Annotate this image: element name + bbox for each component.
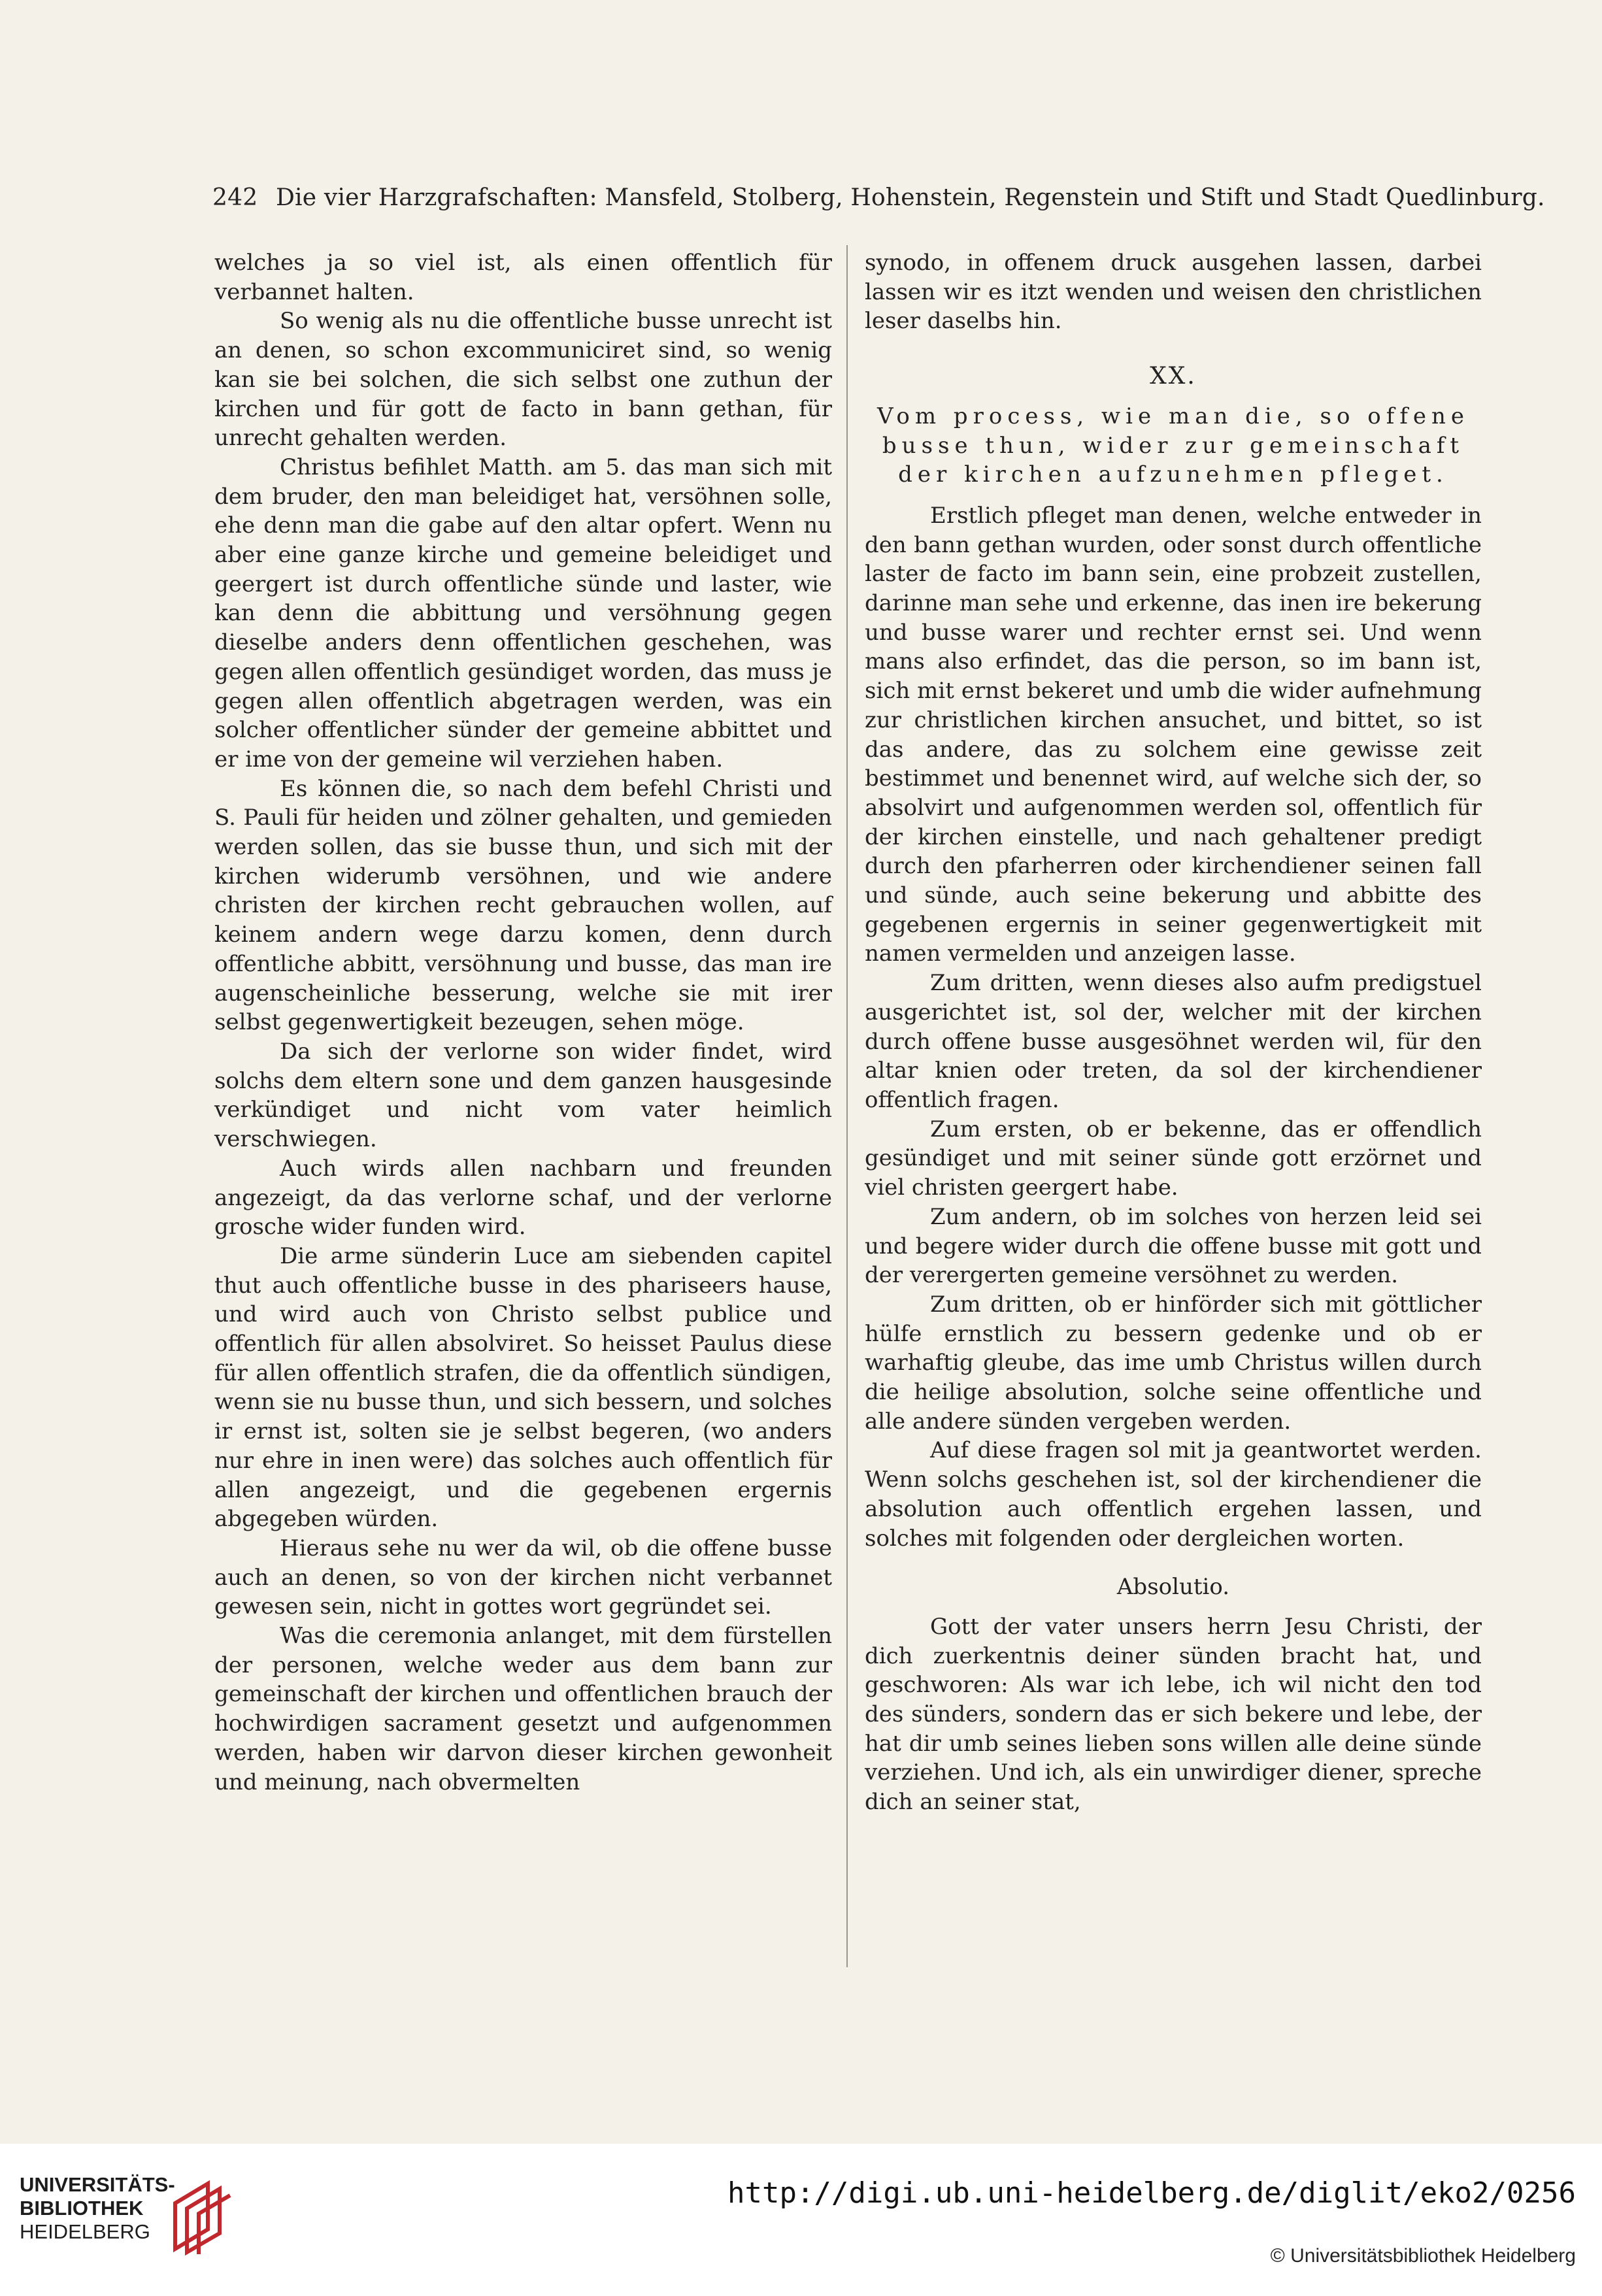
paragraph: Auch wirds allen nachbarn und freunden angezeigt, da das verlorne schaf, und der verlorne grosche wider funden wird. xyxy=(214,1155,832,1240)
library-name-line: UNIVERSITÄTS- xyxy=(20,2173,175,2196)
library-name-line: BIBLIOTHEK xyxy=(20,2197,144,2220)
paragraph: Auf diese fragen sol mit ja geantwortet werden. Wenn solchs geschehen ist, sol der kirchendiener die absolution auch offentlich ergehen lassen, und solches mit folgenden oder dergleichen worten. xyxy=(865,1437,1482,1552)
paragraph: Es können die, so nach dem befehl Christi und S. Pauli für heiden und zölner gehalten, und gemieden werden sollen, das sie busse thun, und sich mit der kirchen widerumb versöhnen, und wie andere christen der kirchen recht gebrauchen wollen, auf keinem andern wege darzu komen, denn durch offentliche abbitt, versöhnung und busse, das man ire augenscheinliche besserung, welche sie mit irer selbst gegenwertigkeit bezeugen, sehen möge. xyxy=(214,775,832,1036)
page-number: 242 xyxy=(212,184,258,211)
paragraph: Gott der vater unsers herrn Jesu Christi, der dich zuerkentnis deiner sünden bracht hat, und geschworen: Als war ich lebe, ich wil nicht den tod des sünders, sondern das er sich bekere und lebe, der hat dir umb seines lieben sons willen alle deine sünde verziehen. Und ich, als ein unwirdiger diener, spreche dich an seiner stat, xyxy=(865,1613,1482,1816)
paragraph: welches ja so viel ist, als einen offentlich für verbannet halten. xyxy=(214,250,832,305)
paragraph: Zum dritten, wenn dieses also aufm predigstuel ausgerichtet ist, sol der, welcher mit der kirchen durch offene busse ausgesöhnet werden wil, für den altar knien oder treten, da sol der kirchendiener offentlich fragen. xyxy=(865,970,1482,1113)
right-column xyxy=(865,248,1482,1817)
column-divider xyxy=(846,245,848,1967)
library-name-line: HEIDELBERG xyxy=(20,2220,150,2243)
section-number: XX. xyxy=(1150,363,1197,390)
paragraph: Die arme sünderin Luce am siebenden capitel thut auch offentliche busse in des phariseers hause, und wird auch von Christo selbst publice und offentlich für allen absolviret. So heisset Paulus diese für allen offentlich strafen, die da offentlich sündigen, wenn sie nu busse thun, und sich bessern, und solches ir ernst ist, solten sie je selbst begeren, (wo anders nur ehre in inen were) das solches auch offentlich für allen angezeigt, und die gegebenen ergernis abgegeben würden. xyxy=(214,1242,832,1533)
library-emblem-icon xyxy=(162,2177,234,2255)
paragraph: Zum dritten, ob er hinförder sich mit göttlicher hülfe ernstlich zu bessern gedenke und ob er warhaftig gleube, das ime umb Christus willen durch die heilige absolution, solche seine offentliche und alle andere sünden vergeben werden. xyxy=(865,1291,1482,1435)
footer-bar xyxy=(0,2144,1602,2296)
permalink-url[interactable]: http://digi.ub.uni-heidelberg.de/diglit/eko2/0256 xyxy=(727,2176,1576,2210)
running-header xyxy=(212,184,1545,211)
paragraph: Da sich der verlorne son wider findet, wird solchs dem eltern sone und dem ganzen hausgesinde verkündiget und nicht vom vater heimlich verschwiegen. xyxy=(214,1038,832,1153)
absolutio-heading: Absolutio. xyxy=(1116,1574,1230,1601)
paragraph: Zum andern, ob im solches von herzen leid sei und begere wider durch die offene busse mit gott und der verergerten gemeine versöhnet zu werden. xyxy=(865,1203,1482,1289)
paragraph: Erstlich pfleget man denen, welche entweder in den bann gethan wurden, oder sonst durch offentliche laster de facto im bann sein, eine probzeit zustellen, darinne man sehe und erkenne, das inen ire bekerung und busse warer und rechter ernst sei. Und wenn mans also erfindet, das die person, so im bann ist, sich mit ernst bekeret und umb die wider aufnehmung zur christlichen kirchen ansuchet, und bittet, so ist das andere, das zu solchem eine gewisse zeit bestimmet und benennet wird, auf welche sich der, so absolvirt und aufgenommen werden sol, offentlich für der kirchen einstelle, und nach gehaltener predigt durch den pfarherren oder kirchendiener seinen fall und sünde, auch seine bekerung und abbitte des gegebenen ergernis in seiner gegenwertigkeit mit namen vermelden und anzeigen lasse. xyxy=(865,502,1482,967)
left-column xyxy=(214,248,832,1797)
paragraph: Hieraus sehe nu wer da wil, ob die offene busse auch an denen, so von der kirchen nicht verbannet gewesen sein, nicht in gottes wort gegründet sei. xyxy=(214,1535,832,1620)
paragraph: So wenig als nu die offentliche busse unrecht ist an denen, so schon excommuniciret sind, so wenig kan sie bei solchen, die sich selbst one zuthun der kirchen und für gott de facto in bann gethan, für unrecht gehalten werden. xyxy=(214,308,832,452)
library-name xyxy=(20,2173,175,2244)
running-title: Die vier Harzgrafschaften: Mansfeld, Stolberg, Hohenstein, Regenstein und Stift und Stadt Quedlinburg. xyxy=(275,184,1545,211)
section-title: Vom process, wie man die, so offene busse thun, wider zur gemeinschaft der kirchen aufzunehmen pfleget. xyxy=(876,403,1470,488)
paragraph: Christus befihlet Matth. am 5. das man sich mit dem bruder, den man beleidiget hat, versöhnen solle, ehe denn man die gabe auf den altar opfert. Wenn nu aber eine ganze kirche und gemeine beleidiget und geergert ist durch offentliche sünde und laster, wie kan denn die abbittung und versöhnung gegen dieselbe anders denn offentlichen geschehen, was gegen allen offentlich gesündiget worden, das muss je gegen allen offentlich abgetragen werden, was ein solcher offentlicher sünder der gemeine abbittet und er ime von der gemeine wil verziehen haben. xyxy=(214,454,832,773)
paragraph: Was die ceremonia anlanget, mit dem fürstellen der personen, welche weder aus dem bann zur gemeinschaft der kirchen und offentlichen brauch der hochwirdigen sacrament gesetzt und aufgenommen werden, haben wir darvon dieser kirchen gewonheit und meinung, nach obvermelten xyxy=(214,1623,832,1795)
paragraph: Zum ersten, ob er bekenne, das er offendlich gesündiget und mit seiner sünde gott erzörnet und viel christen geergert habe. xyxy=(865,1116,1482,1201)
paragraph: synodo, in offenem druck ausgehen lassen, darbei lassen wir es itzt wenden und weisen den christlichen leser daselbs hin. xyxy=(865,250,1482,335)
library-logo[interactable] xyxy=(20,2173,294,2271)
copyright-notice: © Universitätsbibliothek Heidelberg xyxy=(1270,2245,1576,2267)
